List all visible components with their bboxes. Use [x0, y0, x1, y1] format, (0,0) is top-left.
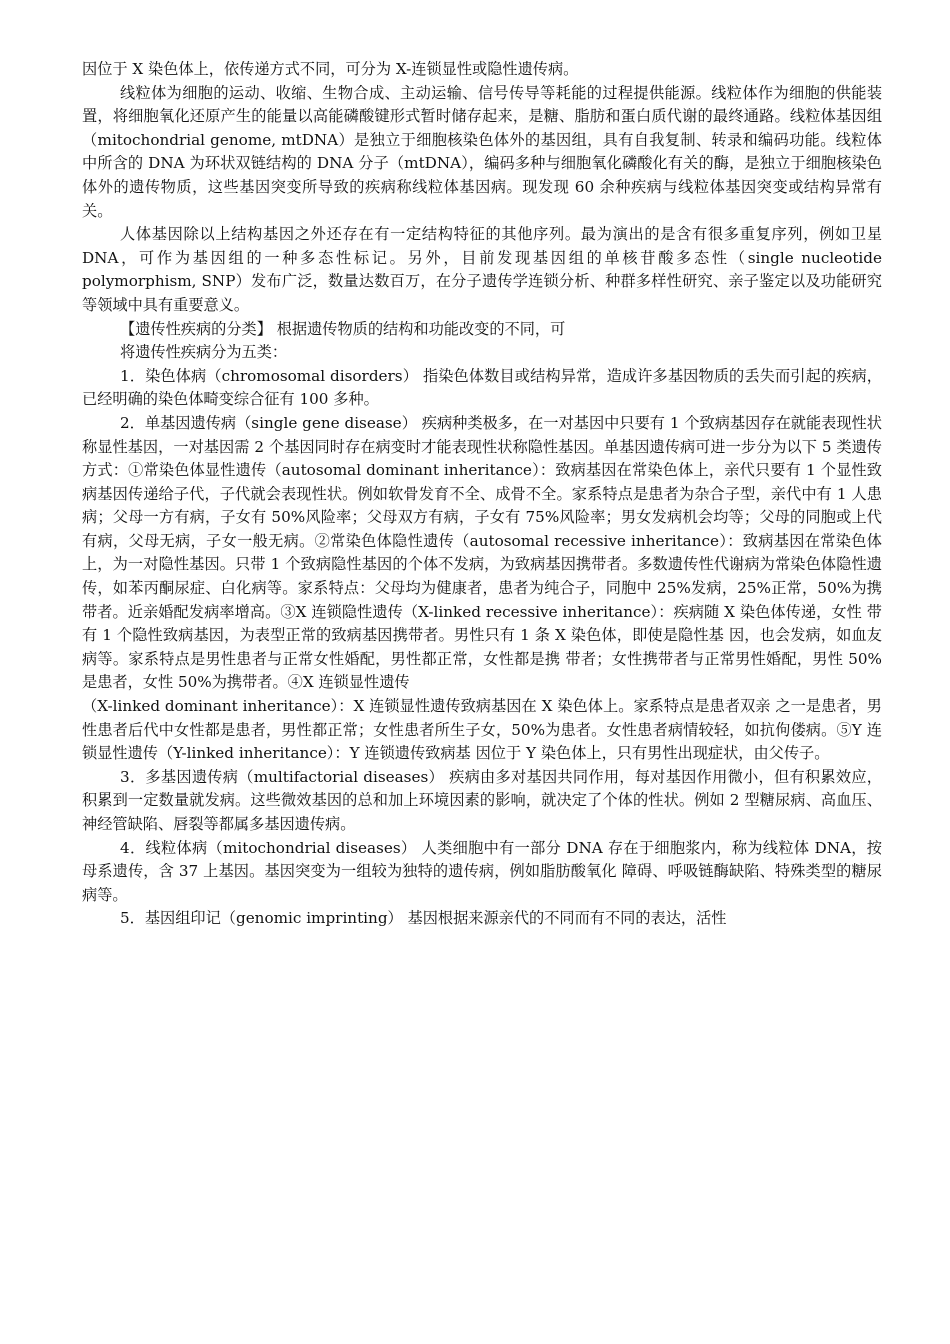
document-body — [82, 58, 882, 931]
paragraph-snp: 人体基因除以上结构基因之外还存在有一定结构特征的其他序列。最为演出的是含有很多重复序列，例如卫星 DNA，可作为基因组的一种多态性标记。另外，目前发现基因组的单核苷酸多态性（single nucleotide polymorphism, SNP）发布广泛，数量达数百万，在分子遗传学连锁分析、种群多样性研究、亲子鉴定以及功能研究等领域中具有重要意义。 — [82, 225, 882, 314]
list-item-imprinting: 5．基因组印记（genomic imprinting） 基因根据来源亲代的不同而有不同的表达，活性 — [120, 909, 727, 928]
paragraph-five-types: 将遗传性疾病分为五类： — [120, 343, 288, 362]
list-item-multifactorial: 3．多基因遗传病（multifactorial diseases） 疾病由多对基因共同作用，每对基因作用微小，但有积累效应，积累到一定数量就发病。这些微效基因的总和加上环境因素的影响，就决定了个体的性状。例如 2 型糖尿病、高血压、神经管缺陷、唇裂等都属多基因遗传病。 — [82, 767, 882, 833]
paragraph-continuation: 因位于 X 染色体上，依传递方式不同，可分为 X-连锁显性或隐性遗传病。 — [82, 60, 579, 78]
list-item-chromosomal: 1．染色体病（chromosomal disorders） 指染色体数目或结构异常，造成许多基因物质的丢失而引起的疾病，已经明确的染色体畸变综合征有 100 多种。 — [82, 366, 882, 409]
list-item-single-gene: 2．单基因遗传病（single gene disease） 疾病种类极多，在一对基因中只要有 1 个致病基因存在就能表现性状称显性基因，一对基因需 2 个基因同时存在病变时才能表现性状称隐性基因。单基因遗传病可进一步分为以下 5 类遗传方式：①常染色体显性遗传（autosomal dominant inheritance）：致病基因在常染色体上，亲代只要有 1 个显性致病基因传递给子代，子代就会表现性状。例如软骨发育不全、成骨不全。家系特点是患者为杂合子型，亲代中有 1 人患病；父母一方有病，子女有 50%风险率；父母双方有病，子女有 75%风险率；男女发病机会均等；父母的同胞或上代有病，父母无病，子女一般无病。②常染色体隐性遗传（autosomal recessive inheritance）：致病基因在常染色体上，为一对隐性基因。只带 1 个致病隐性基因的个体不发病，为致病基因携带者。多数遗传性代谢病为常染色体隐性遗传，如苯丙酮尿症、白化病等。家系特点：父母均为健康者，患者为纯合子，同胞中 25%发病，25%正常，50%为携带者。近亲婚配发病率增高。③X 连锁隐性遗传（X-linked recessive inheritance）：疾病随 X 染色体传递，女性 带有 1 个隐性致病基因，为表型正常的致病基因携带者。男性只有 1 条 X 染色体，即使是隐性基 因，也会发病，如血友病等。家系特点是男性患者与正常女性婚配，男性都正常，女性都是携 带者；女性携带者与正常男性婚配，男性 50%是患者，女性 50%为携带者。④X 连锁显性遗传 — [82, 413, 882, 692]
paragraph-mitochondria: 线粒体为细胞的运动、收缩、生物合成、主动运输、信号传导等耗能的过程提供能源。线粒体作为细胞的供能装置，将细胞氧化还原产生的能量以高能磷酸键形式暂时储存起来，是糖、脂肪和蛋白质代谢的最终通路。线粒体基因组（mitochondrial genome, mtDNA）是独立于细胞核染色体外的基因组，具有自我复制、转录和编码功能。线粒体中所含的 DNA 为环状双链结构的 DNA 分子（mtDNA），编码多种与细胞氧化磷酸化有关的酶，是独立于细胞核染色体外的遗传物质，这些基因突变所导致的疾病称线粒体基因病。现发现 60 余种疾病与线粒体基因突变或结构异常有关。 — [82, 83, 882, 220]
list-item-mitochondrial: 4．线粒体病（mitochondrial diseases） 人类细胞中有一部分 DNA 存在于细胞浆内，称为线粒体 DNA，按母系遗传，含 37 上基因。基因突变为一组较为独特的遗传病，例如脂肪酸氧化 障碍、呼吸链酶缺陷、特殊类型的糖尿病等。 — [82, 838, 882, 904]
section-heading-classification: 【遗传性疾病的分类】 根据遗传物质的结构和功能改变的不同，可 — [120, 319, 566, 338]
paragraph-x-linked-dominant: （X-linked dominant inheritance）：X 连锁显性遗传致病基因在 X 染色体上。家系特点是患者双亲 之一是患者，男性患者后代中女性都是患者，男性都正常；女性患者所生子女，50%为患者。女性患者病情较轻，如抗佝偻病。⑤Y 连锁显性遗传（Y-linked inheritance）：Y 连锁遗传致病基 因位于 Y 染色体上，只有男性出现症状，由父传子。 — [82, 697, 882, 763]
